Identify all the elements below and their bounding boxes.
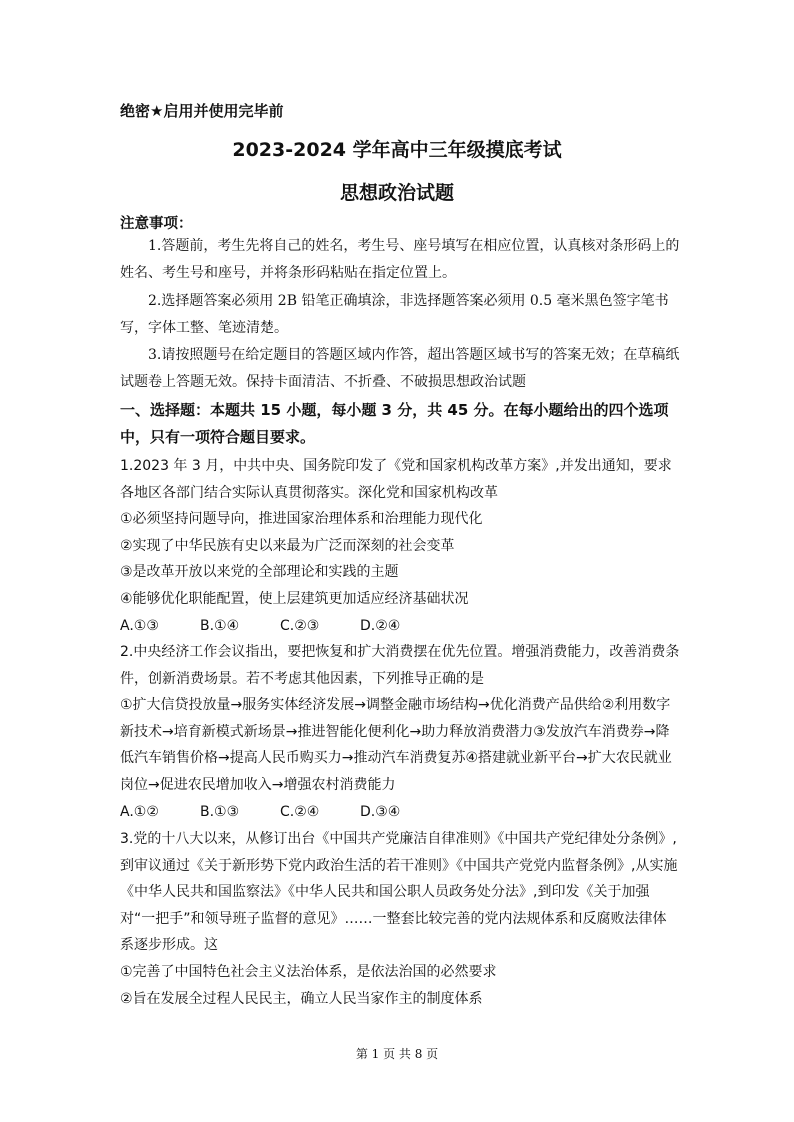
exam-subject: 思想政治试题 [339,182,454,204]
question-2 [120,639,680,825]
option-d: D.②④ [360,617,401,634]
answer-options [120,799,680,826]
option-c: C.②④ [280,803,320,820]
question-3 [120,826,680,1012]
option-a: A.①② [120,803,159,820]
question-stem: 2.中央经济工作会议指出，要把恢复和扩大消费摆在优先位置。增强消费能力，改善消费条件，创新消费场景。若不考虑其他因素，下列推导正确的是 [120,644,680,687]
question-item: ②实现了中华民族有史以来最为广泛而深刻的社会变革 [120,537,455,554]
option-d: D.③④ [360,803,401,820]
question-item: ①必须坚持问题导向，推进国家治理体系和治理能力现代化 [120,511,483,528]
question-stem: 1.2023 年 3 月，中共中央、国务院印发了《党和国家机构改革方案》,并发出通知，要求各地区各部门结合实际认真贯彻落实。深化党和国家机构改革 [120,458,672,501]
question-item: ①扩大信贷投放量→服务实体经济发展→调整金融市场结构→优化消费产品供给②利用数字新技术→培育新模式新场景→推进智能化便利化→助力释放消费潜力③发放汽车消费券→降低汽车销售价格→提高人民币购买力→推动汽车消费复苏④搭建就业新平台→扩大农民就业岗位→促进农民增加收入→增强农村消费能力 [120,697,672,793]
question-item: ②旨在发展全过程人民民主，确立人民当家作主的制度体系 [120,990,483,1007]
section-heading: 一、选择题：本题共 15 小题，每小题 3 分，共 45 分。在每小题给出的四个选项中，只有一项符合题目要求。 [120,401,669,446]
question-item: ①完善了中国特色社会主义法治体系，是依法治国的必然要求 [120,963,497,980]
question-item: ④能够优化职能配置，使上层建筑更加适应经济基础状况 [120,590,469,607]
page-footer: 第 1 页 共 8 页 [355,1047,439,1061]
exam-title: 2023-2024 学年高中三年级摸底考试 [232,139,562,161]
notice-item-3: 3.请按照题号在给定题目的答题区域内作答，超出答题区域书写的答案无效；在草稿纸试题卷上答题无效。保持卡面清洁、不折叠、不破损思想政治试题 [120,347,680,390]
option-c: C.②③ [280,617,320,634]
notice-heading: 注意事项： [120,216,193,232]
notice-item-1: 1.答题前，考生先将自己的姓名，考生号、座号填写在相应位置，认真核对条形码上的姓名、考生号和座号，并将条形码粘贴在指定位置上。 [120,238,680,281]
option-b: B.①③ [200,803,240,820]
question-stem: 3.党的十八大以来，从修订出台《中国共产党廉洁自律准则》《中国共产党纪律处分条例》,到审议通过《关于新形势下党内政治生活的若干准则》《中国共产党党内监督条例》,从实施《中华人民共和国监察法》《中华人民共和国公职人员政务处分法》,到印发《关于加强对“一把手”和领导班子监督的意见》……一整套比较完善的党内法规体系和反腐败法律体系逐步形成。这 [120,831,678,954]
answer-options [120,613,680,640]
notice-item-2: 2.选择题答案必须用 2B 铅笔正确填涂，非选择题答案必须用 0.5 毫米黑色签字笔书写，字体工整、笔迹清楚。 [120,293,669,336]
option-a: A.①③ [120,617,159,634]
secret-label: 绝密★启用并使用完毕前 [120,102,284,120]
question-item: ③是改革开放以来党的全部理论和实践的主题 [120,564,399,581]
question-1 [120,453,680,639]
option-b: B.①④ [200,617,240,634]
